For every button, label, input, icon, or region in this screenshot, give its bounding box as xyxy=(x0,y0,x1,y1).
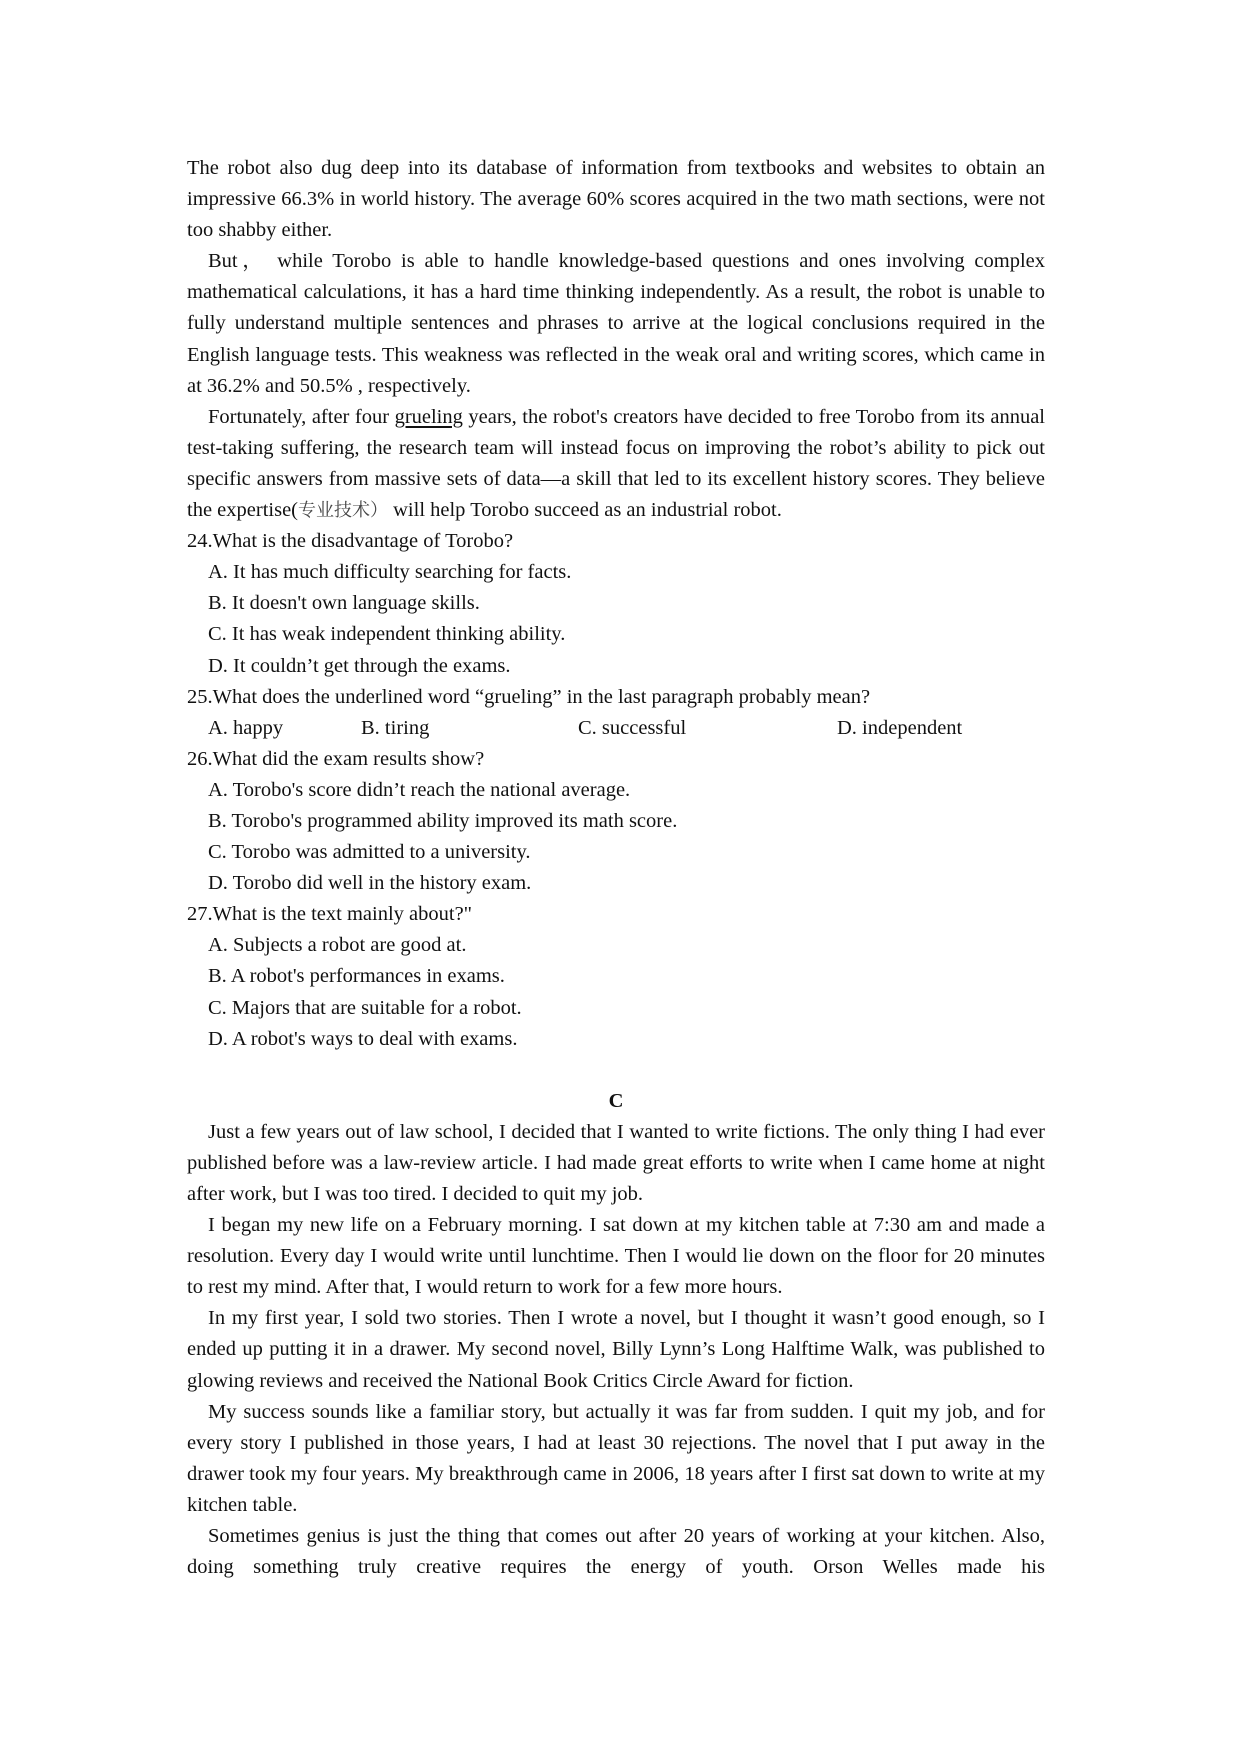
question-26 xyxy=(187,744,1045,899)
underlined-word: grueling xyxy=(394,405,463,428)
paragraph-text: Fortunately, after four xyxy=(208,405,395,428)
question-25 xyxy=(187,682,1045,744)
passage-c-paragraph-2: I began my new life on a February morning. I sat down at my kitchen table at 7:30 am and made a resolution. Every day I would write until lunchtime. Then I would lie down on the floor for 20 minutes to rest my mind. After that, I would return to work for a few more hours. xyxy=(187,1214,1045,1299)
passage-c-paragraph-4: My success sounds like a familiar story, but actually it was far from sudden. I quit my job, and for every story I published in those years, I had at least 30 rejections. The novel that I put away in the drawer took my four years. My breakthrough came in 2006, 18 years after I first sat down to write at my kitchen table. xyxy=(187,1400,1045,1516)
option-b: B. tiring xyxy=(361,716,430,739)
option-c: C. successful xyxy=(578,716,687,739)
option-a: A. Torobo's score didn’t reach the national average. xyxy=(208,778,631,801)
option-d: D. It couldn’t get through the exams. xyxy=(208,654,511,677)
paragraph-text: years, the robot's creators have decided to free Torobo from its annual test-taking suffering, the research team will instead focus on improving the robot’s ability to pick out specific answers from massive sets of data—a skill that led to its excellent history scores. They believe the expertise( xyxy=(187,405,1045,522)
passage-c-paragraph-5: Sometimes genius is just the thing that comes out after 20 years of working at your kitchen. Also, doing something truly creative requires the energy of youth. Orson Welles made his xyxy=(187,1525,1045,1579)
option-b: B. Torobo's programmed ability improved its math score. xyxy=(208,809,678,832)
document-page xyxy=(187,153,1045,1583)
option-d: D. independent xyxy=(837,716,963,739)
question-stem: 24.What is the disadvantage of Torobo? xyxy=(187,530,514,553)
option-a: A. happy xyxy=(208,716,284,739)
question-stem: 27.What is the text mainly about?" xyxy=(187,903,473,926)
option-d: D. A robot's ways to deal with exams. xyxy=(208,1027,518,1050)
option-c: C. Torobo was admitted to a university. xyxy=(208,841,531,864)
section-spacer xyxy=(187,1055,1045,1086)
option-b: B. A robot's performances in exams. xyxy=(208,965,505,988)
option-d: D. Torobo did well in the history exam. xyxy=(208,872,532,895)
passage-b-paragraph-2: But， while Torobo is able to handle knowledge-based questions and ones involving complex mathematical calculations, it has a hard time thinking independently. As a result, the robot is unable to fully understand multiple sentences and phrases to arrive at the logical conclusions required in the English language tests. This weakness was reflected in the weak oral and writing scores, which came in at 36.2% and 50.5% , respectively. xyxy=(187,250,1045,397)
question-stem: 26.What did the exam results show? xyxy=(187,747,485,770)
question-24 xyxy=(187,526,1045,681)
passage-c-paragraph-1: Just a few years out of law school, I decided that I wanted to write fictions. The only thing I had ever published before was a law-review article. I had made great efforts to write when I came home at night after work, but I was too tired. I decided to quit my job. xyxy=(187,1120,1045,1205)
option-b: B. It doesn't own language skills. xyxy=(208,592,480,615)
passage-b-paragraph-3 xyxy=(187,402,1045,526)
option-a: A. It has much difficulty searching for facts. xyxy=(208,561,572,584)
paragraph-text: will help Torobo succeed as an industrial robot. xyxy=(388,499,782,522)
question-stem: 25.What does the underlined word “grueling” in the last paragraph probably mean? xyxy=(187,685,871,708)
option-c: C. It has weak independent thinking ability. xyxy=(208,623,566,646)
option-c: C. Majors that are suitable for a robot. xyxy=(208,996,522,1019)
passage-b-paragraph-1: The robot also dug deep into its database of information from textbooks and websites to obtain an impressive 66.3% in world history. The average 60% scores acquired in the two math sections, were not too shabby either. xyxy=(187,157,1045,242)
chinese-gloss: 专业技术） xyxy=(298,500,388,522)
options-row xyxy=(187,713,1045,744)
option-a: A. Subjects a robot are good at. xyxy=(208,934,467,957)
section-title: C xyxy=(608,1089,624,1112)
passage-c-paragraph-3: In my first year, I sold two stories. Then I wrote a novel, but I thought it wasn’t good enough, so I ended up putting it in a drawer. My second novel, Billy Lynn’s Long Halftime Walk, was published to glowing reviews and received the National Book Critics Circle Award for fiction. xyxy=(187,1307,1045,1392)
question-27 xyxy=(187,899,1045,1054)
